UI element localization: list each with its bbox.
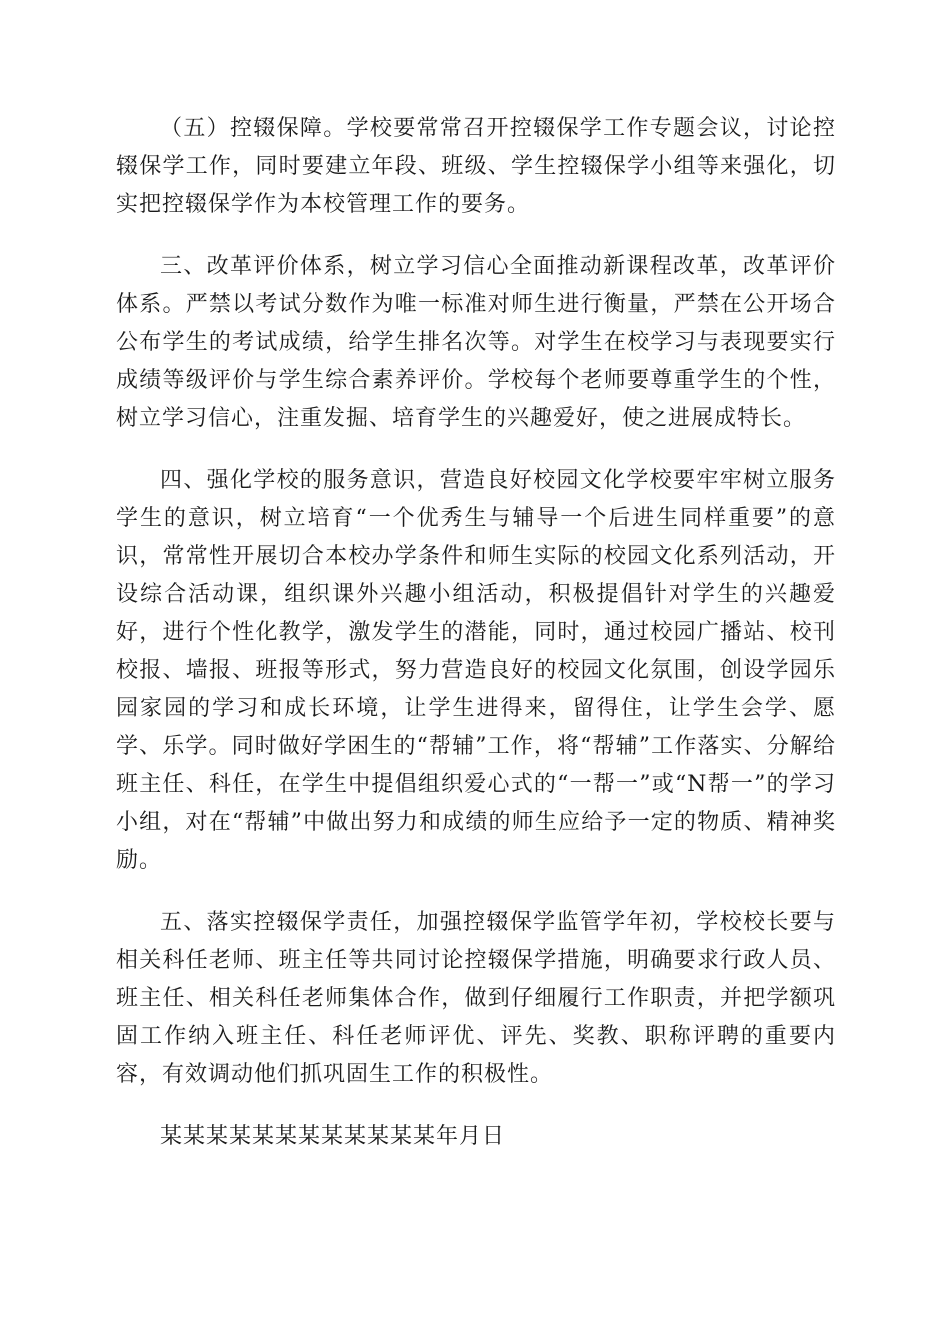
paragraph-control-dropout-guarantee: （五）控辍保障。学校要常常召开控辍保学工作专题会议，讨论控辍保学工作，同时要建立年段、班级、学生控辍保学小组等来强化，切实把控辍保学作为本校管理工作的要务。 <box>116 116 836 217</box>
signature-line: 某某某某某某某某某某某某年月日 <box>160 1124 506 1149</box>
paragraph-evaluation-reform: 三、改革评价体系，树立学习信心全面推动新课程改革，改革评价体系。严禁以考试分数作为唯一标准对师生进行衡量，严禁在公开场合公布学生的考试成绩，给学生排名次等。对学生在校学习与表现要实行成绩等级评价与学生综合素养评价。学校每个老师要尊重学生的个性，树立学习信心，注重发掘、培育学生的兴趣爱好，使之进展成特长。 <box>116 254 836 431</box>
paragraph-service-awareness: 四、强化学校的服务意识，营造良好校园文化学校要牢牢树立服务学生的意识，树立培育“一个优秀生与辅导一个后进生同样重要”的意识，常常性开展切合本校办学条件和师生实际的校园文化系列活动，开设综合活动课，组织课外兴趣小组活动，积极提倡针对学生的兴趣爱好，进行个性化教学，激发学生的潜能，同时，通过校园广播站、校刊校报、墙报、班报等形式，努力营造良好的校园文化氛围，创设学园乐园家园的学习和成长环境，让学生进得来，留得住，让学生会学、愿学、乐学。同时做好学困生的“帮辅”工作，将“帮辅”工作落实、分解给班主任、科任，在学生中提倡组织爱心式的“一帮一”或“N帮一”的学习小组，对在“帮辅”中做出努力和成绩的师生应给予一定的物质、精神奖励。 <box>116 468 836 873</box>
document-body <box>116 110 836 1180</box>
paragraph-responsibility: 五、落实控辍保学责任，加强控辍保学监管学年初，学校校长要与相关科任老师、班主任等共同讨论控辍保学措施，明确要求行政人员、班主任、相关科任老师集体合作，做到仔细履行工作职责，并把学额巩固工作纳入班主任、科任老师评优、评先、奖教、职称评聘的重要内容，有效调动他们抓巩固生工作的积极性。 <box>116 910 836 1087</box>
